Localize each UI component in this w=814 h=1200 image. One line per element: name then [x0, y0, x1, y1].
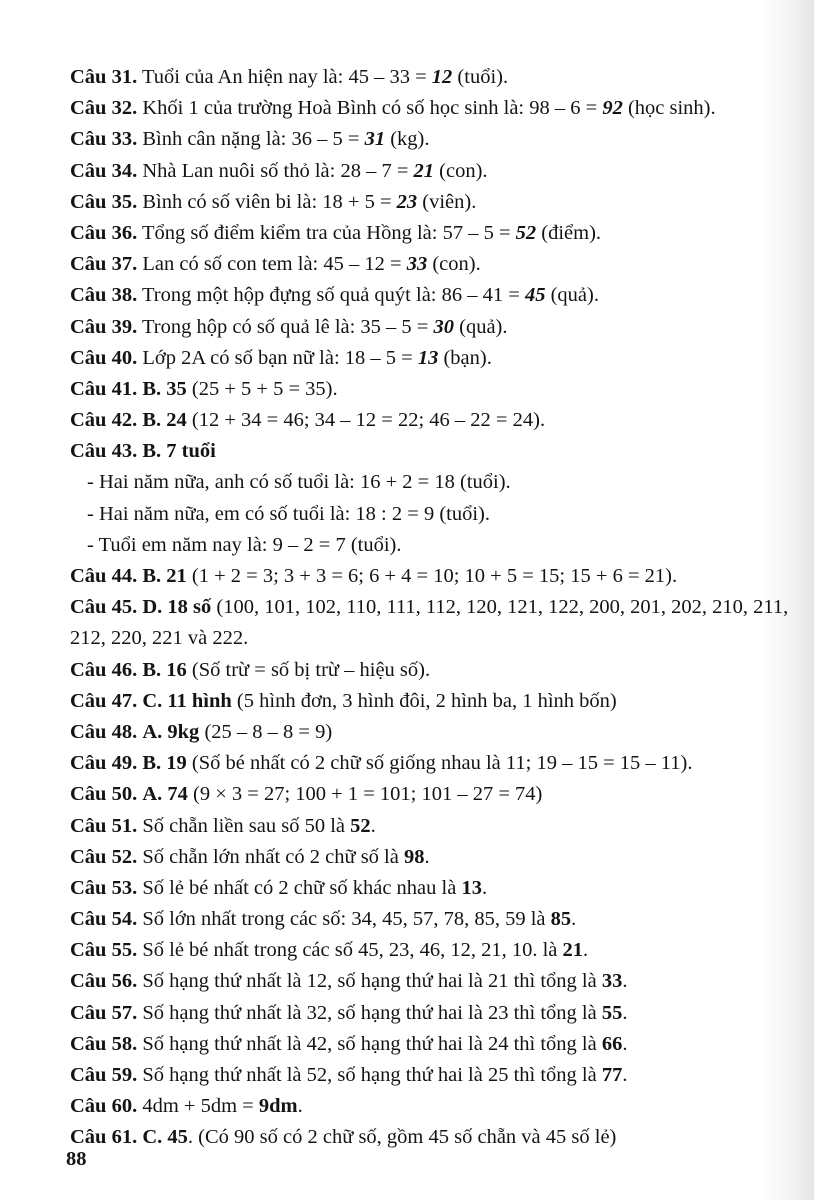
question-label: Câu 31. [70, 66, 138, 88]
answer-tail: (25 + 5 + 5 = 35). [186, 377, 338, 400]
answer-text: Lan có số con tem là: 45 – 12 = [137, 253, 407, 276]
answer-text: Số lẻ bé nhất trong các số 45, 23, 46, 12, 21, 10. là [137, 939, 563, 962]
answer-line [70, 1122, 805, 1153]
answer-result: 31 [364, 128, 386, 151]
answer-result: 52 [515, 221, 537, 244]
answer-tail: (tuổi). [452, 66, 509, 88]
answer-line [70, 62, 805, 93]
answer-sub-line: - Hai năm nữa, em có số tuổi là: 18 : 2 = 9 (tuổi). [87, 502, 490, 525]
answer-result: 30 [433, 315, 454, 338]
question-label: Câu 49. [70, 752, 138, 775]
answer-text: Trong hộp có số quả lê là: 35 – 5 = [137, 315, 434, 338]
question-label: Câu 58. [70, 1032, 138, 1055]
answer-text: Lớp 2A có số bạn nữ là: 18 – 5 = [137, 346, 418, 369]
answer-line [70, 655, 805, 686]
answer-tail: (học sinh). [622, 97, 716, 120]
question-label: Câu 48. [70, 720, 138, 743]
answer-result: 33 [406, 253, 428, 276]
answer-result: 33 [601, 970, 623, 993]
answer-text: Số hạng thứ nhất là 12, số hạng thứ hai là 21 thì tổng là [137, 970, 602, 993]
answer-tail: . [370, 814, 376, 837]
answer-line [70, 1029, 805, 1060]
question-label: Câu 37. [70, 253, 138, 276]
answer-text: Trong một hộp đựng số quả quýt là: 86 – 41 = [137, 284, 525, 307]
answer-result: B. 19 [142, 752, 187, 775]
answer-result: 13 [461, 876, 482, 899]
question-label: Câu 47. [70, 689, 138, 712]
answer-text: Số hạng thứ nhất là 32, số hạng thứ hai là 23 thì tổng là [137, 1001, 602, 1024]
answer-text: Bình có số viên bi là: 18 + 5 = [137, 190, 397, 213]
answer-tail: . [571, 908, 577, 931]
answer-result: B. 21 [142, 565, 187, 587]
answer-tail: (con). [434, 159, 488, 182]
question-label: Câu 38. [70, 284, 138, 307]
answer-line [70, 561, 805, 592]
question-label: Câu 54. [70, 908, 138, 931]
answer-line [70, 405, 805, 436]
question-label: Câu 34. [70, 159, 138, 182]
answer-sub-line: - Hai năm nữa, anh có số tuổi là: 16 + 2 = 18 (tuổi). [87, 471, 511, 494]
answer-line [70, 374, 805, 405]
question-label: Câu 52. [70, 845, 138, 868]
answer-line [70, 904, 805, 935]
answer-tail: . (Có 90 số có 2 chữ số, gồm 45 số chẵn và 45 số lẻ) [187, 1126, 617, 1149]
question-label: Câu 53. [70, 876, 138, 899]
answer-tail: . [297, 1095, 303, 1118]
answer-result: 66 [601, 1032, 623, 1055]
answer-text: Số lớn nhất trong các số: 34, 45, 57, 78, 85, 59 là [137, 908, 551, 931]
answer-result: D. 18 số [142, 596, 212, 619]
answer-result: B. 24 [142, 409, 187, 432]
question-label: Câu 45. [70, 596, 138, 619]
answer-result: 98 [403, 845, 425, 868]
question-label: Câu 36. [70, 221, 138, 244]
answer-line [70, 1091, 805, 1122]
answer-line [70, 249, 805, 280]
answer-line [70, 966, 805, 997]
question-label: Câu 41. [70, 377, 138, 400]
question-label: Câu 39. [70, 315, 138, 338]
answer-list [70, 62, 805, 1154]
question-label: Câu 61. [70, 1126, 138, 1149]
page-number: 88 [66, 1148, 87, 1170]
answer-line [70, 1060, 805, 1091]
answer-tail: (con). [427, 253, 481, 276]
answer-tail: . [622, 970, 628, 993]
answer-result: 12 [431, 66, 453, 88]
answer-tail: (bạn). [438, 346, 492, 369]
question-label: Câu 32. [70, 97, 138, 120]
answer-tail: (điểm). [536, 221, 602, 244]
answer-tail: (100, 101, 102, 110, 111, 112, 120, 121, 122, 200, 201, 202, 210, 211, 212, 220, 221 và 222. [70, 596, 789, 650]
answer-line [70, 842, 805, 873]
answer-tail: (kg). [385, 128, 430, 151]
answer-tail: (1 + 2 = 3; 3 + 3 = 6; 6 + 4 = 10; 10 + 5 = 15; 15 + 6 = 21). [186, 565, 678, 587]
answer-line [70, 124, 805, 155]
question-label: Câu 44. [70, 565, 138, 587]
answer-result: 21 [413, 159, 435, 182]
question-label: Câu 43. [70, 440, 138, 463]
answer-result: 9dm [258, 1095, 298, 1118]
question-label: Câu 50. [70, 783, 138, 806]
answer-line [70, 935, 805, 966]
answer-line [70, 187, 805, 218]
answer-text: Tuổi của An hiện nay là: 45 – 33 = [137, 66, 432, 88]
answer-text: Số chẵn lớn nhất có 2 chữ số là [137, 845, 404, 868]
answer-tail: (quả). [454, 315, 508, 338]
answer-text: Số lẻ bé nhất có 2 chữ số khác nhau là [137, 876, 462, 899]
answer-tail: (5 hình đơn, 3 hình đôi, 2 hình ba, 1 hình bốn) [231, 689, 617, 712]
answer-result: 52 [350, 814, 371, 837]
question-label: Câu 60. [70, 1095, 138, 1118]
answer-result: C. 45 [142, 1126, 188, 1149]
answer-line [70, 998, 805, 1029]
answer-result: B. 7 tuổi [142, 440, 216, 463]
question-label: Câu 51. [70, 814, 138, 837]
answer-text: Khối 1 của trường Hoà Bình có số học sinh là: 98 – 6 = [137, 97, 603, 120]
answer-tail: . [481, 876, 488, 899]
answer-line [70, 748, 805, 779]
answer-result: B. 16 [142, 658, 187, 681]
answer-tail: (Số bé nhất có 2 chữ số giống nhau là 11; 19 – 15 = 15 – 11). [186, 752, 693, 775]
answer-text: Số chẵn liền sau số 50 là [137, 814, 351, 837]
answer-line [70, 873, 805, 904]
answer-result: 77 [601, 1064, 623, 1087]
answer-line [70, 93, 805, 124]
answer-line [70, 779, 805, 810]
answer-result: 55 [601, 1001, 623, 1024]
answer-line [70, 218, 805, 249]
answer-line [70, 436, 805, 467]
answer-line [70, 343, 805, 374]
answer-text: Nhà Lan nuôi số thỏ là: 28 – 7 = [137, 159, 414, 182]
answer-tail: . [583, 939, 589, 962]
answer-result: 92 [602, 97, 623, 120]
question-label: Câu 57. [70, 1001, 138, 1024]
answer-result: C. 11 hình [142, 689, 232, 712]
answer-result: 85 [550, 908, 572, 931]
answer-tail: (Số trừ = số bị trừ – hiệu số). [186, 658, 431, 681]
answer-line [70, 811, 805, 842]
answer-line [70, 592, 805, 654]
question-label: Câu 35. [70, 190, 138, 213]
question-label: Câu 40. [70, 346, 138, 369]
answer-line [70, 280, 805, 311]
answer-text: 4dm + 5dm = [137, 1095, 259, 1118]
question-label: Câu 42. [70, 409, 138, 432]
answer-result: 23 [396, 190, 418, 213]
answer-text: Bình cân nặng là: 36 – 5 = [137, 128, 365, 151]
answer-result: 13 [417, 346, 439, 369]
answer-result: 21 [562, 939, 584, 962]
answer-result: A. 9kg [142, 720, 200, 743]
answer-tail: . [424, 845, 430, 868]
answer-tail: (quả). [545, 284, 599, 307]
answer-sub-line: - Tuổi em năm nay là: 9 – 2 = 7 (tuổi). [87, 533, 402, 556]
answer-line [70, 686, 805, 717]
question-label: Câu 56. [70, 970, 138, 993]
answer-result: B. 35 [142, 377, 187, 400]
question-label: Câu 55. [70, 939, 138, 962]
answer-text: Tổng số điểm kiểm tra của Hồng là: 57 – 5 = [137, 221, 516, 244]
answer-line [70, 312, 805, 343]
answer-line [70, 717, 805, 748]
answer-result: A. 74 [142, 783, 188, 806]
answer-result: 45 [524, 284, 546, 307]
question-label: Câu 33. [70, 128, 138, 151]
answer-tail: (12 + 34 = 46; 34 – 12 = 22; 46 – 22 = 24). [186, 409, 546, 432]
answer-tail: . [622, 1001, 628, 1024]
answer-tail: (9 × 3 = 27; 100 + 1 = 101; 101 – 27 = 74) [187, 783, 543, 806]
answer-text: Số hạng thứ nhất là 42, số hạng thứ hai là 24 thì tổng là [137, 1032, 602, 1055]
answer-tail: (viên). [417, 190, 477, 213]
answer-tail: (25 – 8 – 8 = 9) [199, 720, 333, 743]
answer-line [70, 156, 805, 187]
answer-tail: . [622, 1064, 628, 1087]
answer-tail: . [622, 1032, 628, 1055]
question-label: Câu 46. [70, 658, 138, 681]
answer-text: Số hạng thứ nhất là 52, số hạng thứ hai là 25 thì tổng là [137, 1064, 602, 1087]
question-label: Câu 59. [70, 1064, 138, 1087]
